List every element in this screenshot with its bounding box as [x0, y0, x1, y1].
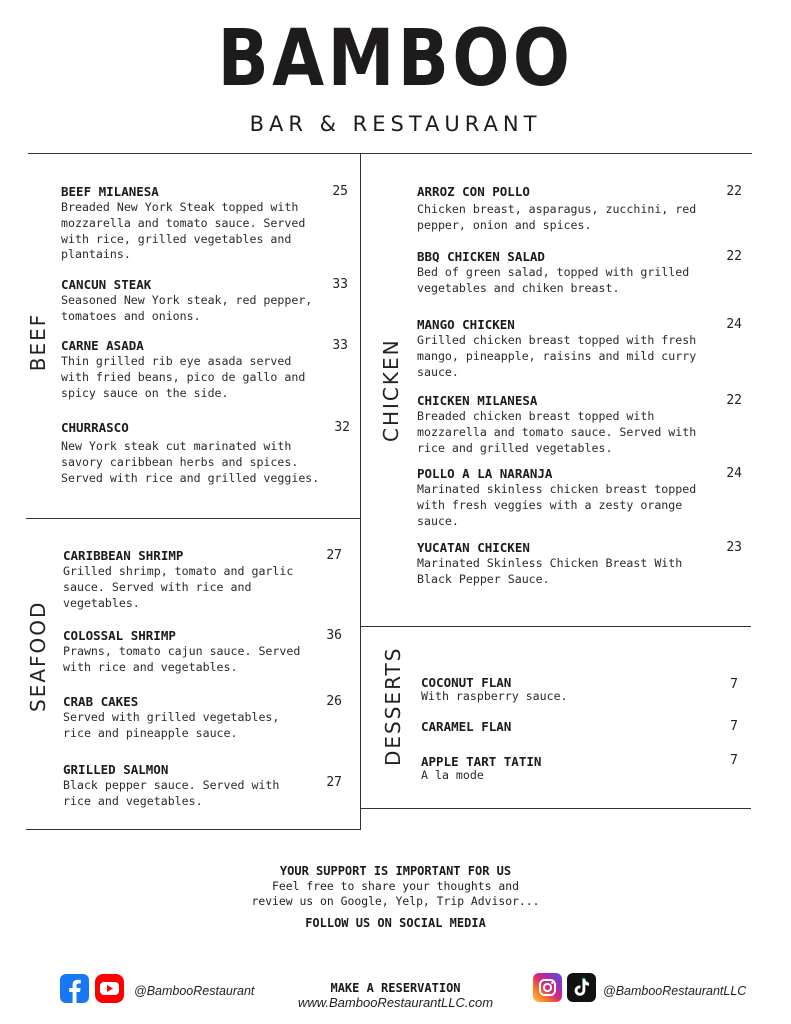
item-name: APPLE TART TATIN [421, 754, 542, 769]
divider-beef-seafood [26, 518, 360, 519]
item-description: Grilled shrimp, tomato and garlic sauce. Served with rice and vegetables. [63, 564, 294, 610]
item-price: 22 [726, 393, 742, 408]
item-name: COLOSSAL SHRIMP [63, 628, 176, 643]
item-description: Bed of green salad, topped with grilled vegetables and chiken breast. [417, 265, 690, 295]
item-price: 26 [326, 694, 342, 709]
item-description: Served with grilled vegetables, rice and pineapple sauce. [63, 710, 280, 740]
item-price: 32 [334, 420, 350, 435]
divider-top [28, 153, 752, 154]
item-description: With raspberry sauce. [421, 689, 568, 703]
section-label-desserts: DESSERTS [381, 646, 405, 766]
menu-item-carne-asada [61, 338, 325, 401]
restaurant-subtitle: BAR & RESTAURANT [249, 112, 542, 136]
menu-item-beef-milanesa [61, 184, 325, 263]
social-handle-right[interactable]: @BambooRestaurantLLC [603, 984, 747, 998]
reservation-title: MAKE A RESERVATION [330, 981, 461, 995]
website-link[interactable]: www.BambooRestaurantLLC.com [297, 995, 494, 1010]
item-price: 22 [726, 184, 742, 199]
item-price: 23 [726, 540, 742, 555]
item-name: BEEF MILANESA [61, 184, 159, 199]
tiktok-icon[interactable] [567, 973, 596, 1002]
social-handle-left[interactable]: @BambooRestaurant [134, 984, 255, 998]
menu-item-arroz-con-pollo [417, 184, 703, 234]
divider-bottom-left [26, 829, 360, 830]
divider-center [360, 153, 361, 830]
support-line-1: Feel free to share your thoughts and [272, 879, 519, 893]
section-label-beef: BEEF [26, 312, 50, 372]
menu-item-colossal-shrimp [63, 628, 313, 676]
item-description: A la mode [421, 768, 484, 782]
menu-item-churrasco [61, 420, 329, 486]
divider-bottom-right [360, 808, 751, 809]
menu-item-mango-chicken [417, 317, 711, 380]
item-price: 7 [730, 753, 738, 768]
item-name: GRILLED SALMON [63, 762, 169, 777]
item-name: CHICKEN MILANESA [417, 393, 538, 408]
item-name: MANGO CHICKEN [417, 317, 515, 332]
item-name: CARAMEL FLAN [421, 719, 512, 734]
menu-item-apple-tart-tatin [421, 754, 701, 784]
item-description: Black pepper sauce. Served with rice and vegetables. [63, 778, 280, 808]
item-name: CARIBBEAN SHRIMP [63, 548, 184, 563]
item-description: Grilled chicken breast topped with fresh mango, pineapple, raisins and mild curry sauce. [417, 333, 697, 379]
item-price: 33 [332, 277, 348, 292]
item-price: 27 [326, 548, 342, 563]
menu-item-caramel-flan [421, 719, 701, 734]
item-description: Marinated skinless chicken breast topped with fresh veggies with a zesty orange sauce. [417, 482, 697, 528]
menu-item-caribbean-shrimp [63, 548, 313, 611]
support-title: YOUR SUPPORT IS IMPORTANT FOR US [279, 864, 512, 878]
item-description: Thin grilled rib eye asada served with fried beans, pico de gallo and spicy sauce on the side. [61, 354, 306, 400]
section-label-chicken: CHICKEN [379, 338, 403, 442]
item-description: Seasoned New York steak, red pepper, tomatoes and onions. [61, 293, 313, 323]
item-price: 25 [332, 184, 348, 199]
menu-item-chicken-milanesa [417, 393, 711, 456]
item-name: CARNE ASADA [61, 338, 144, 353]
item-price: 36 [326, 628, 342, 643]
item-name: POLLO A LA NARANJA [417, 466, 553, 481]
menu-item-pollo-a-la-naranja [417, 466, 703, 529]
item-description: Prawns, tomato cajun sauce. Served with rice and vegetables. [63, 644, 301, 674]
menu-item-grilled-salmon [63, 762, 313, 810]
item-price: 24 [726, 466, 742, 481]
item-price: 7 [730, 677, 738, 692]
item-description: Breaded chicken breast topped with mozzarella and tomato sauce. Served with rice and grilled vegetables. [417, 409, 697, 455]
item-price: 24 [726, 317, 742, 332]
menu-item-crab-cakes [63, 694, 313, 742]
item-name: BBQ CHICKEN SALAD [417, 249, 545, 264]
item-description: New York steak cut marinated with savory caribbean herbs and spices. Served with rice and grilled veggies. [61, 439, 320, 485]
support-line-2: review us on Google, Yelp, Trip Advisor... [251, 894, 540, 908]
item-price: 27 [326, 775, 342, 790]
menu-item-cancun-steak [61, 277, 325, 325]
restaurant-logo: BAMBOO [217, 14, 574, 104]
item-price: 22 [726, 249, 742, 264]
item-description: Marinated Skinless Chicken Breast With Black Pepper Sauce. [417, 556, 683, 586]
item-name: CANCUN STEAK [61, 277, 152, 292]
item-name: CHURRASCO [61, 420, 129, 435]
menu-item-coconut-flan [421, 675, 701, 705]
follow-social-heading: FOLLOW US ON SOCIAL MEDIA [305, 916, 486, 930]
item-name: CRAB CAKES [63, 694, 139, 709]
section-label-seafood: SEAFOOD [26, 600, 50, 712]
item-description: Breaded New York Steak topped with mozzarella and tomato sauce. Served with rice, grilled vegetables and plantains. [61, 200, 306, 262]
menu-item-yucatan-chicken [417, 540, 707, 588]
item-name: COCONUT FLAN [421, 675, 512, 690]
divider-chicken-desserts [360, 626, 751, 627]
menu-item-bbq-chicken-salad [417, 249, 713, 297]
instagram-icon[interactable] [533, 973, 562, 1002]
item-price: 7 [730, 719, 738, 734]
item-price: 33 [332, 338, 348, 353]
item-description: Chicken breast, asparagus, zucchini, red pepper, onion and spices. [417, 202, 697, 232]
item-name: ARROZ CON POLLO [417, 184, 530, 199]
item-name: YUCATAN CHICKEN [417, 540, 530, 555]
